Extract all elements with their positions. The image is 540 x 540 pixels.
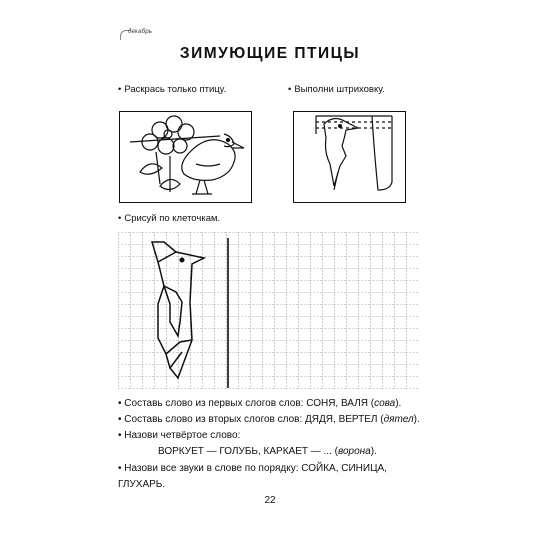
exercise-1 <box>118 398 401 409</box>
bullet: • <box>118 213 122 224</box>
exercise-1-text: Составь слово из первых слогов слов: СОНЯ, ВАЛЯ ( <box>124 398 375 409</box>
exercise-2-text: Составь слово из вторых слогов слов: ДЯДЯ, ВЕРТЕЛ ( <box>124 414 384 425</box>
exercise-3-example <box>158 446 377 457</box>
month-label: декабрь <box>128 29 153 35</box>
task-draw-cells <box>118 213 220 224</box>
task-draw-cells-label: Срисуй по клеточкам. <box>124 213 221 224</box>
exercise-1-answer: сова <box>374 398 396 409</box>
woodpecker-outline-drawing <box>294 112 404 201</box>
bird-with-flowers-drawing <box>120 112 250 201</box>
exercise-3-text: Назови четвёртое слово: <box>124 430 241 441</box>
exercise-4-text: Назови все звуки в слове по порядку: СОЙКА, СИНИЦА, <box>124 463 387 474</box>
bullet: • <box>118 414 122 425</box>
bullet: • <box>118 430 122 441</box>
bullet: • <box>288 84 292 95</box>
page-number: 22 <box>264 495 276 506</box>
exercise-3 <box>118 430 240 441</box>
exercise-3-end: ). <box>370 446 377 457</box>
bullet: • <box>118 463 122 474</box>
bird-coloring-picture <box>119 111 252 203</box>
exercise-2-end: ). <box>413 414 420 425</box>
task-color-bird-label: Раскрась только птицу. <box>124 84 227 95</box>
grid-cells <box>118 232 418 390</box>
drawing-grid <box>118 232 420 392</box>
exercise-2-answer: дятел <box>383 414 414 425</box>
task-hatching-label: Выполни штриховку. <box>294 84 385 95</box>
exercise-3-answer: ворона <box>337 446 371 457</box>
hatching-picture <box>293 111 406 203</box>
bullet: • <box>118 84 122 95</box>
exercise-1-end: ). <box>395 398 402 409</box>
exercise-4 <box>118 463 387 474</box>
task-hatching <box>288 84 385 95</box>
exercise-4-continued-text: ГЛУХАРЬ. <box>118 479 166 490</box>
exercise-4-continued <box>118 479 165 490</box>
bullet: • <box>118 398 122 409</box>
exercise-2 <box>118 414 420 425</box>
exercise-3-example-text: ВОРКУЕТ — ГОЛУБЬ, КАРКАЕТ — ... ( <box>158 446 338 457</box>
page-title: ЗИМУЮЩИЕ ПТИЦЫ <box>179 45 361 62</box>
task-color-bird <box>118 84 226 95</box>
